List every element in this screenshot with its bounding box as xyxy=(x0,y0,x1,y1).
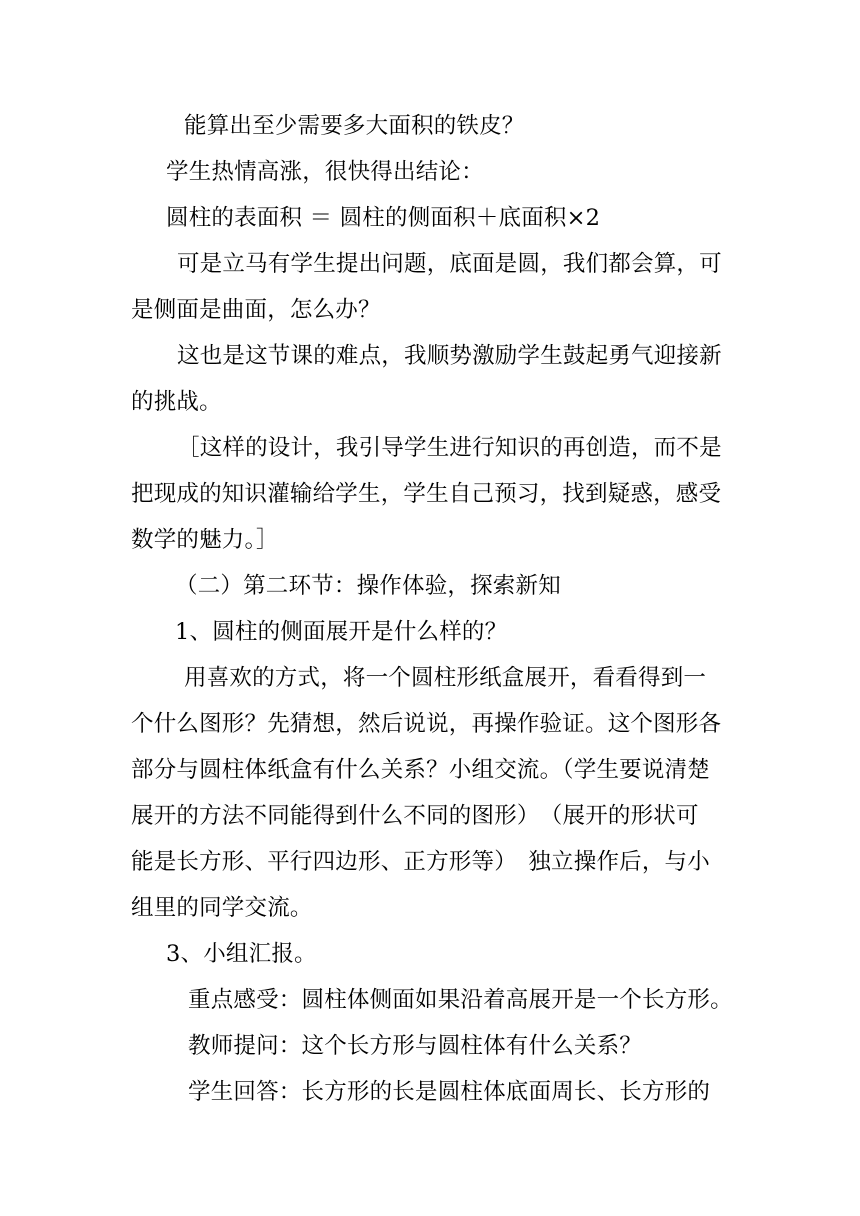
text-line: 的挑战。 xyxy=(131,389,222,415)
text-line: 学生热情高涨，很快得出结论： xyxy=(166,159,484,185)
text-line: 用喜欢的方式，将一个圆柱形纸盒展开，看看得到一 xyxy=(184,665,707,691)
text-line: 是侧面是曲面，怎么办？ xyxy=(131,297,381,323)
text-line: 教师提问：这个长方形与圆柱体有什么关系？ xyxy=(188,1033,643,1059)
text-line: 能算出至少需要多大面积的铁皮？ xyxy=(184,113,525,139)
text-line: 个什么图形？先猜想，然后说说，再操作验证。这个图形各 xyxy=(131,711,722,737)
text-line: 展开的方法不同能得到什么不同的图形） （展开的形状可 xyxy=(131,803,699,829)
text-line: 数学的魅力。］ xyxy=(131,527,279,553)
text-line: ［这样的设计，我引导学生进行知识的再创造，而不是 xyxy=(177,435,722,461)
text-line: 把现成的知识灌输给学生，学生自己预习，找到疑惑，感受 xyxy=(131,481,722,507)
section-heading: （二）第二环节：操作体验，探索新知 xyxy=(175,573,561,599)
text-line: 能是长方形、平行四边形、正方形等） 独立操作后，与小 xyxy=(131,849,710,875)
text-line: 可是立马有学生提出问题，底面是圆，我们都会算，可 xyxy=(177,251,722,277)
text-line: 这也是这节课的难点，我顺势激励学生鼓起勇气迎接新 xyxy=(177,343,722,369)
text-line: 组里的同学交流。 xyxy=(131,895,313,921)
formula-line: 圆柱的表面积 ＝ 圆柱的侧面积＋底面积×2 xyxy=(166,205,601,231)
text-line: 部分与圆柱体纸盒有什么关系？小组交流。（学生要说清楚 xyxy=(131,757,710,783)
text-line: 重点感受：圆柱体侧面如果沿着高展开是一个长方形。 xyxy=(188,987,733,1013)
subsection-heading: 3、小组汇报。 xyxy=(166,941,317,967)
subsection-heading: 1、圆柱的侧面展开是什么样的？ xyxy=(175,619,508,645)
text-line: 学生回答：长方形的长是圆柱体底面周长、长方形的 xyxy=(188,1079,711,1105)
